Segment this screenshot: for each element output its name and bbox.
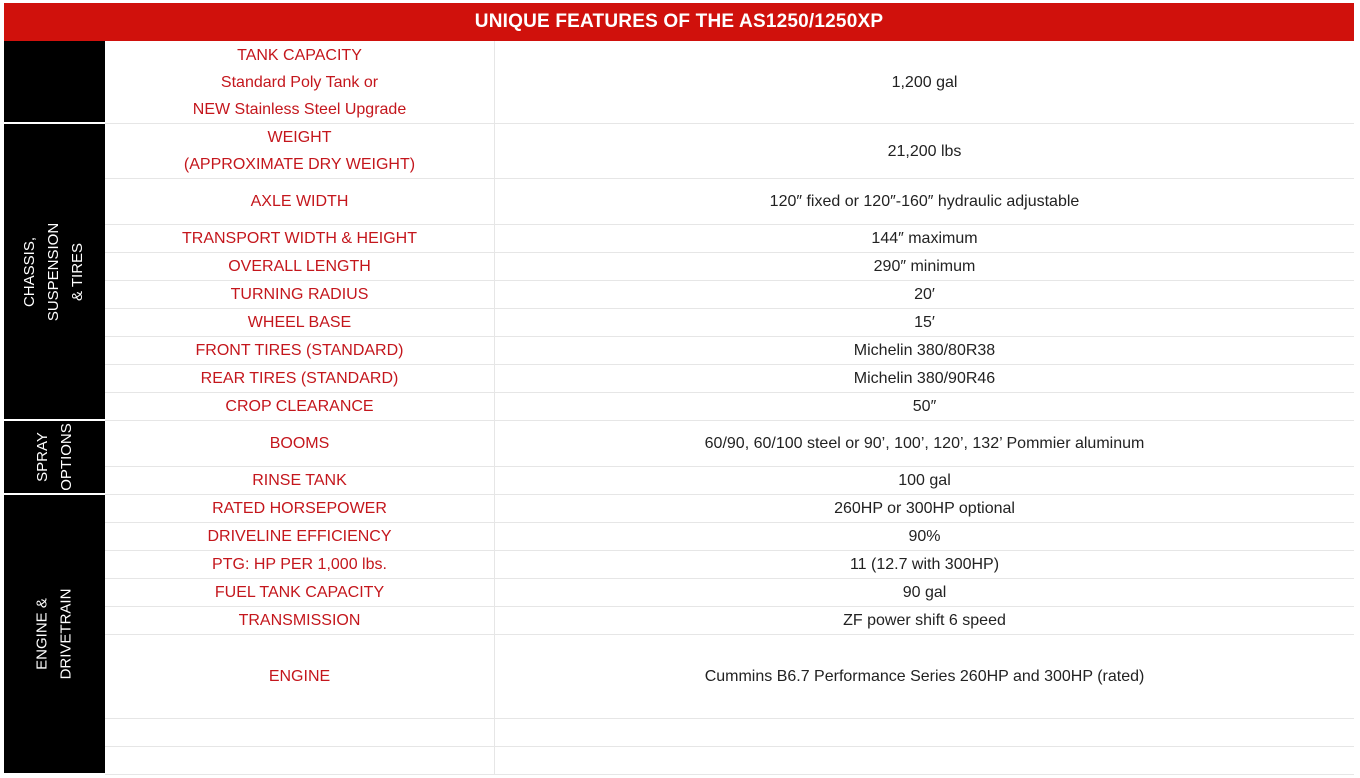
- spec-value: 144″ maximum: [495, 225, 1354, 253]
- section-label: [30, 423, 78, 491]
- spec-label-line: (APPROXIMATE DRY WEIGHT): [183, 156, 416, 173]
- spec-value: Michelin 380/80R38: [495, 337, 1354, 365]
- section-label-block: [4, 41, 105, 124]
- spec-label-line: FUEL TANK CAPACITY: [214, 584, 385, 601]
- spec-value: 90%: [495, 523, 1354, 551]
- spec-label: [105, 41, 495, 124]
- spec-value: 50″: [495, 393, 1354, 421]
- spec-value: 260HP or 300HP optional: [495, 495, 1354, 523]
- spec-value: 100 gal: [495, 467, 1354, 495]
- section-label-line: CHASSIS,: [21, 236, 39, 307]
- spec-label-line: RATED HORSEPOWER: [212, 500, 387, 517]
- spec-label: [105, 225, 495, 253]
- spec-value: 1,200 gal: [495, 41, 1354, 124]
- spec-value: 20′: [495, 281, 1354, 309]
- spec-label-line: WEIGHT: [267, 129, 332, 146]
- spec-label-line: Standard Poly Tank or: [220, 73, 379, 91]
- section-label-line: & TIRES: [69, 242, 87, 301]
- spec-value: Cummins B6.7 Performance Series 260HP and 300HP (rated): [495, 635, 1354, 719]
- spec-value: ZF power shift 6 speed: [495, 607, 1354, 635]
- spec-label-line: TANK CAPACITY: [237, 46, 362, 64]
- spec-label: [105, 747, 495, 775]
- spec-value: 15′: [495, 309, 1354, 337]
- spec-label: [105, 365, 495, 393]
- spec-label: [105, 495, 495, 523]
- spec-value: [495, 719, 1354, 747]
- spec-value: 60/90, 60/100 steel or 90’, 100’, 120’, 132’ Pommier aluminum: [495, 421, 1354, 467]
- spec-label-line: REAR TIRES (STANDARD): [200, 370, 399, 387]
- spec-label: [105, 607, 495, 635]
- spec-label-line: ENGINE: [268, 668, 331, 685]
- spec-label: [105, 719, 495, 747]
- spec-label-line: PTG: HP PER 1,000 lbs.: [212, 556, 387, 573]
- spec-value: 90 gal: [495, 579, 1354, 607]
- section-label-block: [4, 421, 105, 495]
- spec-label: [105, 579, 495, 607]
- spec-table: [4, 41, 1354, 775]
- table-title: UNIQUE FEATURES OF THE AS1250/1250XP: [4, 3, 1354, 41]
- section-label: [31, 589, 79, 680]
- spec-label-line: WHEEL BASE: [247, 314, 352, 331]
- spec-label-line: OVERALL LENGTH: [228, 258, 371, 275]
- spec-label-line: TRANSPORT WIDTH & HEIGHT: [182, 230, 417, 247]
- spec-value: 120″ fixed or 120″-160″ hydraulic adjustable: [495, 179, 1354, 225]
- spec-value: 11 (12.7 with 300HP): [495, 551, 1354, 579]
- spec-label: [105, 393, 495, 421]
- section-label-line: ENGINE &: [33, 598, 51, 670]
- spec-label-line: NEW Stainless Steel Upgrade: [192, 100, 407, 118]
- spec-label-line: TRANSMISSION: [238, 612, 361, 629]
- spec-label: [105, 337, 495, 365]
- spec-label: [105, 253, 495, 281]
- section-label: [18, 222, 90, 320]
- spec-sheet: [4, 3, 1354, 775]
- section-label-block: [4, 495, 105, 775]
- spec-value: 21,200 lbs: [495, 124, 1354, 179]
- spec-label: [105, 523, 495, 551]
- spec-label-line: RINSE TANK: [252, 472, 347, 489]
- spec-label: [105, 421, 495, 467]
- spec-value: Michelin 380/90R46: [495, 365, 1354, 393]
- spec-value: [495, 747, 1354, 775]
- spec-label-line: CROP CLEARANCE: [225, 398, 374, 415]
- section-label-block: [4, 124, 105, 421]
- section-label-line: SPRAY: [33, 432, 51, 482]
- spec-label: [105, 281, 495, 309]
- spec-label-line: BOOMS: [269, 435, 330, 452]
- spec-label-line: TURNING RADIUS: [230, 286, 369, 303]
- spec-label: [105, 467, 495, 495]
- spec-value: 290″ minimum: [495, 253, 1354, 281]
- spec-label-line: FRONT TIRES (STANDARD): [195, 342, 404, 359]
- spec-label: [105, 309, 495, 337]
- section-label-line: DRIVETRAIN: [57, 588, 75, 680]
- spec-label: [105, 551, 495, 579]
- spec-label: [105, 124, 495, 179]
- spec-label: [105, 635, 495, 719]
- section-label-line: OPTIONS: [57, 423, 75, 491]
- spec-label-line: AXLE WIDTH: [250, 193, 349, 210]
- spec-label-line: DRIVELINE EFFICIENCY: [207, 528, 392, 545]
- spec-label: [105, 179, 495, 225]
- section-label-line: SUSPENSION: [45, 222, 63, 321]
